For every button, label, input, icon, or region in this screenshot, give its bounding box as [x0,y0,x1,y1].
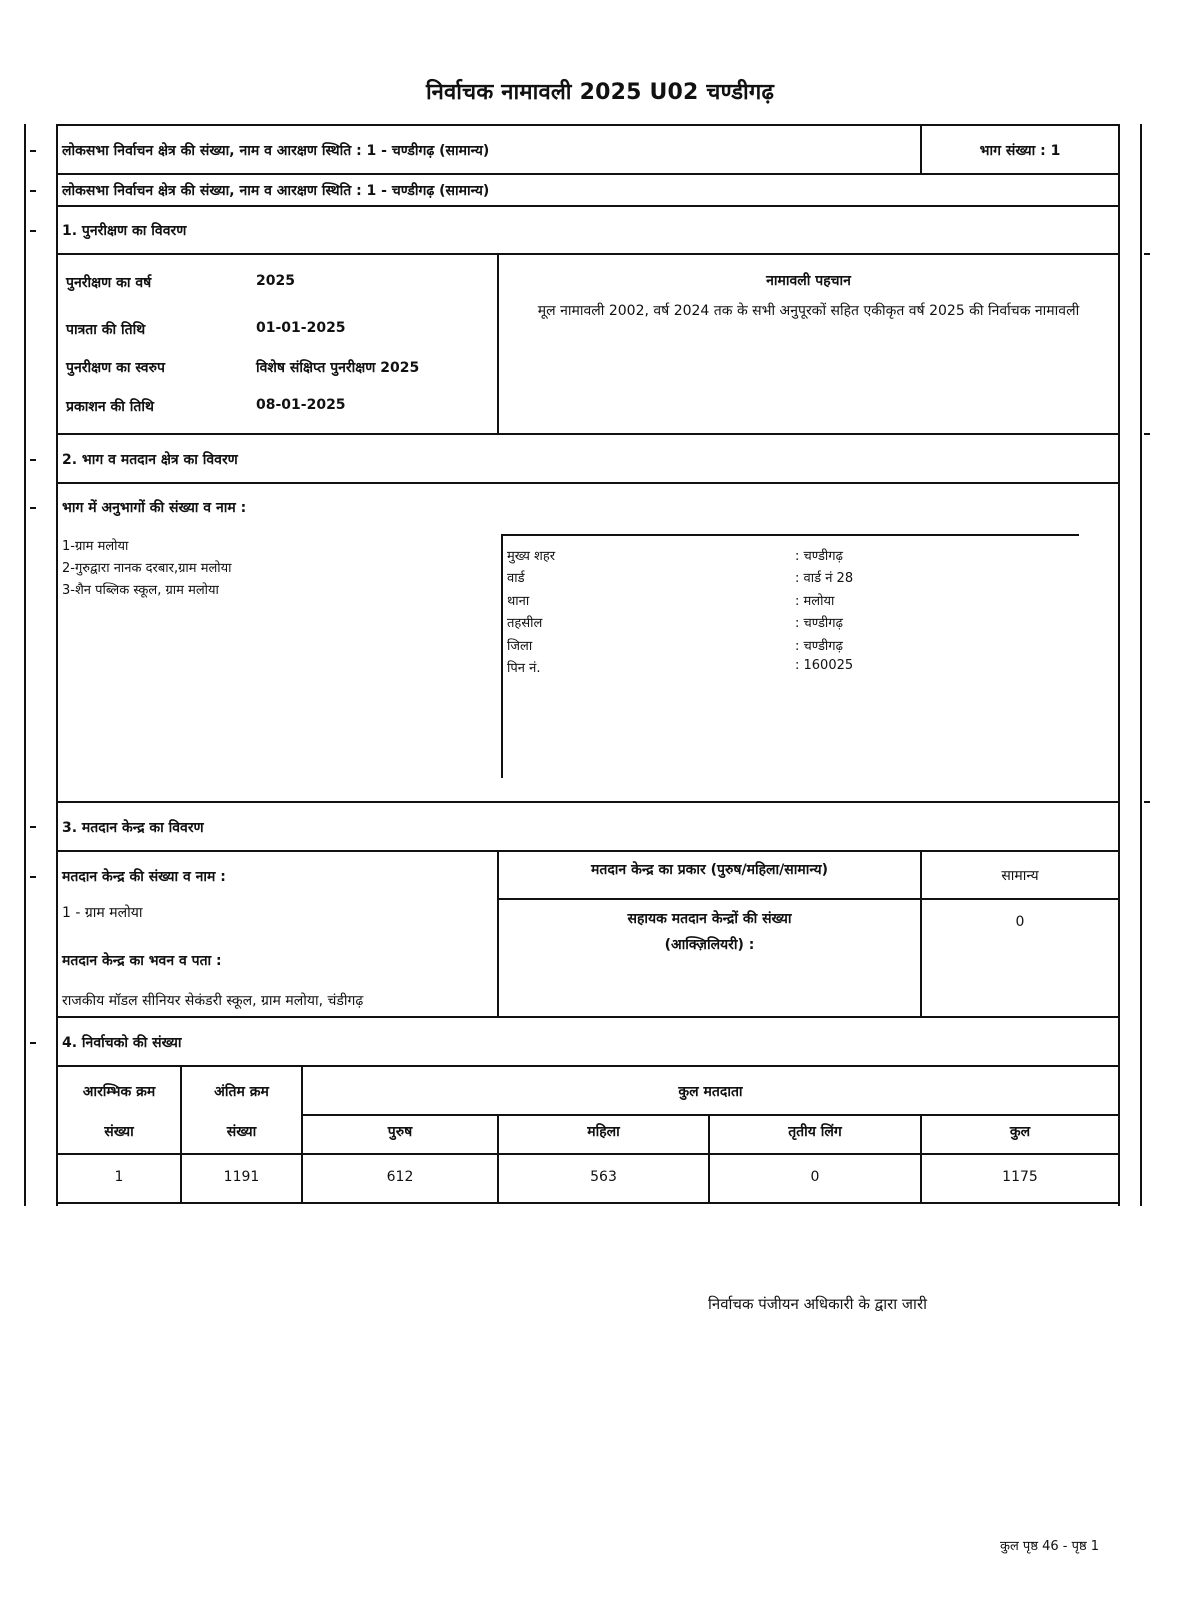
rule-s3-mid [498,898,1120,900]
subsections-label: भाग में अनुभागों की संख्या व नाम : [62,500,247,516]
cell-male: 612 [386,1169,414,1185]
detail-value: : चण्डीगढ़ [795,549,843,564]
detail-value: : चण्डीगढ़ [795,616,843,631]
station-label: मतदान केन्द्र की संख्या व नाम : [62,869,226,885]
margin-tick [30,1042,36,1044]
station-type-label: मतदान केन्द्र का प्रकार (पुरुष/महिला/सामान्य) [591,862,828,878]
rule-after-s3-body [56,1016,1120,1018]
issued-by: निर्वाचक पंजीयन अधिकारी के द्वारा जारी [708,1295,927,1313]
section1-heading: 1. पुनरीक्षण का विवरण [62,223,187,239]
rule-after-header1 [56,173,1120,175]
cell-end-serial: 1191 [223,1169,260,1185]
constituency-row-2: लोकसभा निर्वाचन क्षेत्र की संख्या, नाम व आरक्षण स्थिति : 1 - चण्डीगढ़ (सामान्य) [62,183,490,199]
cell-third-gender: 0 [810,1169,820,1185]
eligibility-date-value: 01-01-2025 [256,320,346,336]
aux-stations-value: 0 [1015,914,1025,930]
rule-s4-total-voters [301,1114,1120,1116]
detail-label: वार्ड [507,571,525,586]
rule-s2-details-top [501,534,1079,536]
list-item: 3-शैन पब्लिक स्कूल, ग्राम मलोया [62,583,219,598]
building-value: राजकीय मॉडल सीनियर सेकंडरी स्कूल, ग्राम मलोया, चंडीगढ़ [62,993,364,1009]
revision-type-value: विशेष संक्षिप्त पुनरीक्षण 2025 [256,360,420,376]
detail-label: मुख्य शहर [507,549,556,564]
rule-after-s1-body [56,433,1120,435]
rule-after-s4-heading [56,1065,1120,1067]
margin-tick [30,507,36,509]
margin-tick-right [1144,433,1150,435]
margin-tick [30,230,36,232]
constituency-row-1: लोकसभा निर्वाचन क्षेत्र की संख्या, नाम व आरक्षण स्थिति : 1 - चण्डीगढ़ (सामान्य) [62,143,490,159]
margin-tick [30,826,36,828]
list-item: 2-गुरुद्वारा नानक दरबार,ग्राम मलोया [62,561,232,576]
publication-date-value: 08-01-2025 [256,397,346,413]
col-female: महिला [587,1124,620,1140]
rule-after-header2 [56,205,1120,207]
rule-after-s2-body [56,801,1120,803]
rule-s4-header-bottom [56,1153,1120,1155]
outer-left-edge [24,124,26,1206]
col-start-serial-line1: आरम्भिक क्रम [82,1084,156,1100]
col-total: कुल [1009,1124,1031,1140]
rule-top [56,124,1120,126]
page-info: कुल पृष्ठ 46 - पृष्ठ 1 [1000,1539,1100,1554]
cell-total: 1175 [1002,1169,1038,1185]
aux-stations-label-line1: सहायक मतदान केन्द्रों की संख्या [627,911,792,927]
detail-label: तहसील [507,616,543,631]
right-border [1118,124,1120,1206]
margin-tick [30,459,36,461]
col-male: पुरुष [387,1124,413,1140]
detail-value: : वार्ड नं 28 [795,571,854,586]
col-end-serial-line1: अंतिम क्रम [214,1084,269,1100]
publication-date-label: प्रकाशन की तिथि [66,399,154,415]
total-voters-header: कुल मतदाता [678,1084,743,1100]
rule-after-s2-heading [56,482,1120,484]
part-number: भाग संख्या : 1 [979,143,1061,159]
aux-stations-label-line2: (आक्ज़िलियरी) : [664,937,755,953]
cell-start-serial: 1 [114,1169,124,1185]
margin-tick [30,876,36,878]
revision-type-label: पुनरीक्षण का स्वरुप [66,360,165,376]
detail-label: पिन नं. [507,661,541,676]
rule-bottom [56,1202,1120,1204]
roll-id-title: नामावली पहचान [766,273,851,289]
list-item: 1-ग्राम मलोया [62,539,129,554]
page-title: निर्वाचक नामावली 2025 U02 चण्डीगढ़ [425,80,775,105]
section2-heading: 2. भाग व मतदान क्षेत्र का विवरण [62,452,238,468]
section3-heading: 3. मतदान केन्द्र का विवरण [62,820,204,836]
margin-tick-right [1144,253,1150,255]
divider-s2-details [501,534,503,778]
eligibility-date-label: पात्रता की तिथि [66,322,146,338]
detail-label: जिला [507,639,533,654]
outer-right-edge [1140,124,1142,1206]
rule-after-s1-heading [56,253,1120,255]
margin-tick-right [1144,801,1150,803]
col-third-gender: तृतीय लिंग [788,1124,842,1140]
section4-heading: 4. निर्वाचको की संख्या [62,1035,182,1051]
station-type-value: सामान्य [1001,868,1039,884]
margin-tick [30,150,36,152]
detail-value: : मलोया [795,594,835,609]
left-border [56,124,58,1206]
building-label: मतदान केन्द्र का भवन व पता : [62,953,222,969]
revision-year-label: पुनरीक्षण का वर्ष [66,275,152,291]
revision-year-value: 2025 [256,273,295,289]
col-start-serial-line2: संख्या [104,1124,134,1140]
station-value: 1 - ग्राम मलोया [62,905,143,921]
rule-after-s3-heading [56,850,1120,852]
roll-id-text: मूल नामावली 2002, वर्ष 2024 तक के सभी अनुपूरकों सहित एकीकृत वर्ष 2025 की निर्वाचक नामावली [537,303,1080,319]
detail-value: : चण्डीगढ़ [795,639,843,654]
cell-female: 563 [590,1169,617,1185]
margin-tick [30,190,36,192]
detail-value: : 160025 [795,658,854,673]
detail-label: थाना [507,594,530,609]
col-end-serial-line2: संख्या [226,1124,257,1140]
